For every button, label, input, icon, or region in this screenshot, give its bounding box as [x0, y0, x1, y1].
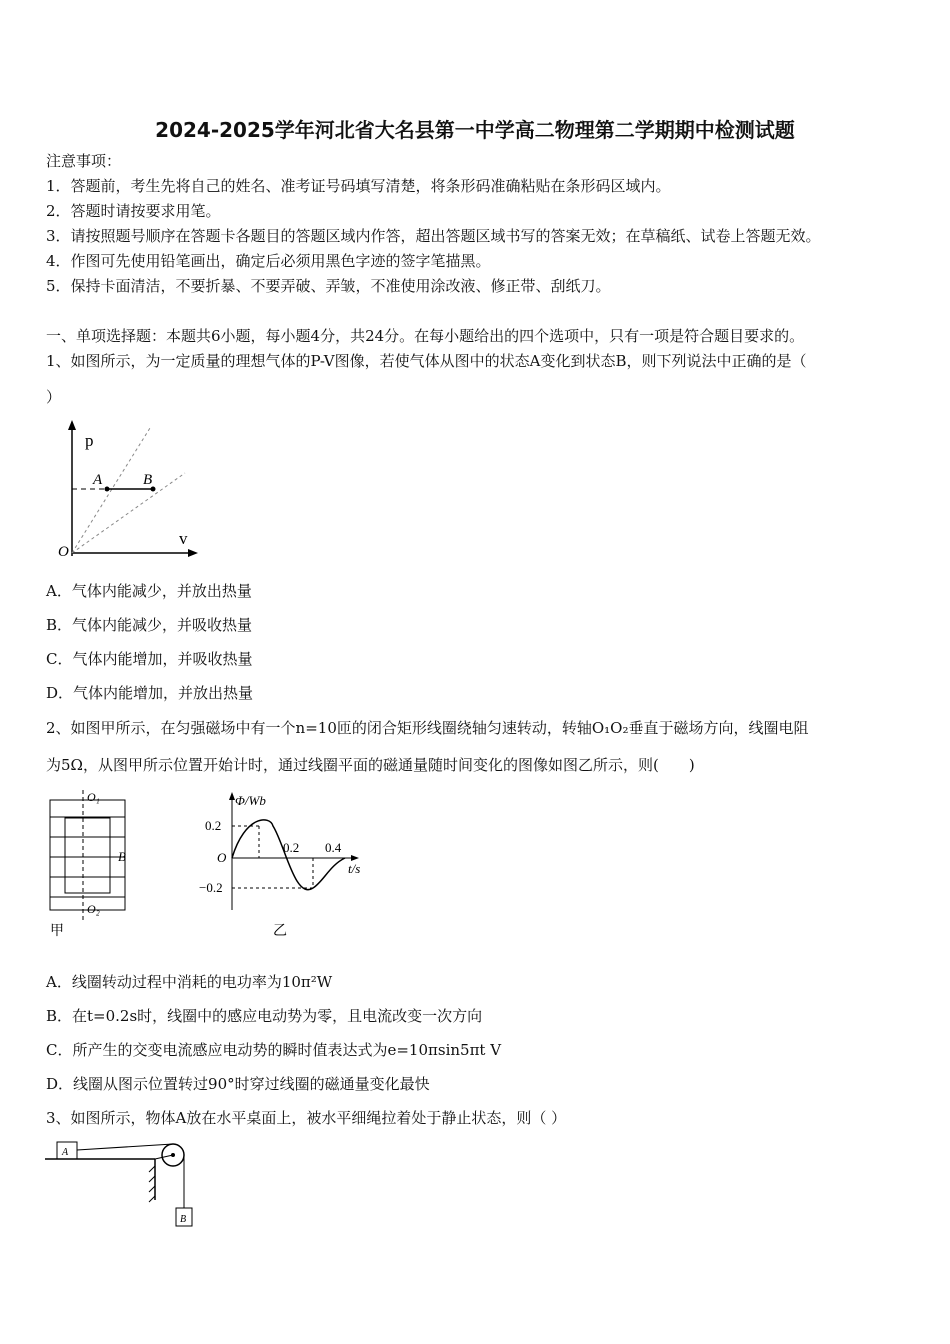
notice-item: 5．保持卡面清洁，不要折暴、不要弄破、弄皱，不准使用涂改液、修正带、刮纸刀。 — [46, 277, 611, 295]
notice-item: 4．作图可先使用铅笔画出，确定后必须用黑色字迹的签字笔描黑。 — [46, 252, 491, 270]
x-axis-label: t/s — [348, 861, 361, 876]
q1-option-d: D．气体内能增加，并放出热量 — [46, 684, 254, 702]
o2-label: O₂ — [87, 902, 100, 916]
point-a-label: A — [93, 472, 103, 488]
y-axis-label: Φ/Wb — [235, 793, 266, 808]
y-tick-pos: 0.2 — [205, 818, 222, 833]
q2-option-a: A．线圈转动过程中消耗的电功率为10π²W — [46, 973, 333, 991]
pv-graph — [55, 418, 215, 563]
q1-option-c: C．气体内能增加，并吸收热量 — [46, 650, 253, 668]
section-heading: 一、单项选择题：本题共6小题，每小题4分，共24分。在每小题给出的四个选项中，只有一项是符合题目要求的。 — [46, 327, 805, 345]
question-2-stem: 2、如图甲所示，在匀强磁场中有一个n=10匝的闭合矩形线圈绕轴匀速转动，转轴O₁O₂垂直于磁场方向，线圈电阻 — [46, 719, 809, 737]
x-tick-1: 0.2 — [283, 840, 300, 855]
notice-item: 2．答题时请按要求用笔。 — [46, 202, 221, 220]
v-axis-label: v — [179, 529, 188, 548]
figure-caption-yi: 乙 — [273, 924, 287, 939]
x-tick-2: 0.4 — [325, 840, 342, 855]
question-1-stem: 1、如图所示，为一定质量的理想气体的P-V图像，若使气体从图中的状态A变化到状态B，则下列说法中正确的是（ — [46, 352, 807, 370]
b-field-label: B — [118, 849, 126, 864]
q2-option-d: D．线圈从图示位置转过90°时穿过线圈的磁通量变化最快 — [46, 1075, 430, 1093]
pulley-figure — [45, 1138, 205, 1238]
q2-option-c: C．所产生的交变电流感应电动势的瞬时值表达式为e=10πsin5πt V — [46, 1041, 502, 1059]
origin-label: O — [58, 544, 69, 560]
page-title: 2024-2025学年河北省大名县第一中学高二物理第二学期期中检测试题 — [155, 118, 795, 142]
y-tick-neg: −0.2 — [199, 880, 223, 895]
o1-label: O₁ — [87, 790, 100, 804]
block-a-label: A — [62, 1147, 69, 1158]
question-3-stem: 3、如图所示，物体A放在水平桌面上，被水平细绳拉着处于静止状态，则（ ） — [46, 1109, 567, 1127]
coil-figure-jia — [45, 785, 140, 945]
notice-heading: 注意事项： — [46, 152, 122, 170]
p-axis-label: p — [85, 431, 94, 450]
question-2-stem-cont: 为5Ω，从图甲所示位置开始计时，通过线圈平面的磁通量随时间变化的图像如图乙所示，则( ) — [46, 756, 695, 774]
point-b-label: B — [143, 472, 153, 488]
q2-option-b: B．在t=0.2s时，线圈中的感应电动势为零，且电流改变一次方向 — [46, 1007, 483, 1025]
flux-graph-yi — [195, 790, 380, 945]
notice-item: 1．答题前，考生先将自己的姓名、准考证号码填写清楚，将条形码准确粘贴在条形码区域内。 — [46, 177, 671, 195]
origin-label: O — [217, 850, 227, 865]
notice-item: 3．请按照题号顺序在答题卡各题目的答题区域内作答，超出答题区域书写的答案无效；在草稿纸、试卷上答题无效。 — [46, 227, 821, 245]
question-1-stem-end: ） — [46, 388, 62, 406]
block-b-label: B — [180, 1214, 187, 1225]
q1-option-b: B．气体内能减少，并吸收热量 — [46, 616, 253, 634]
figure-caption-jia: 甲 — [50, 924, 64, 939]
q1-option-a: A．气体内能减少，并放出热量 — [46, 582, 252, 600]
